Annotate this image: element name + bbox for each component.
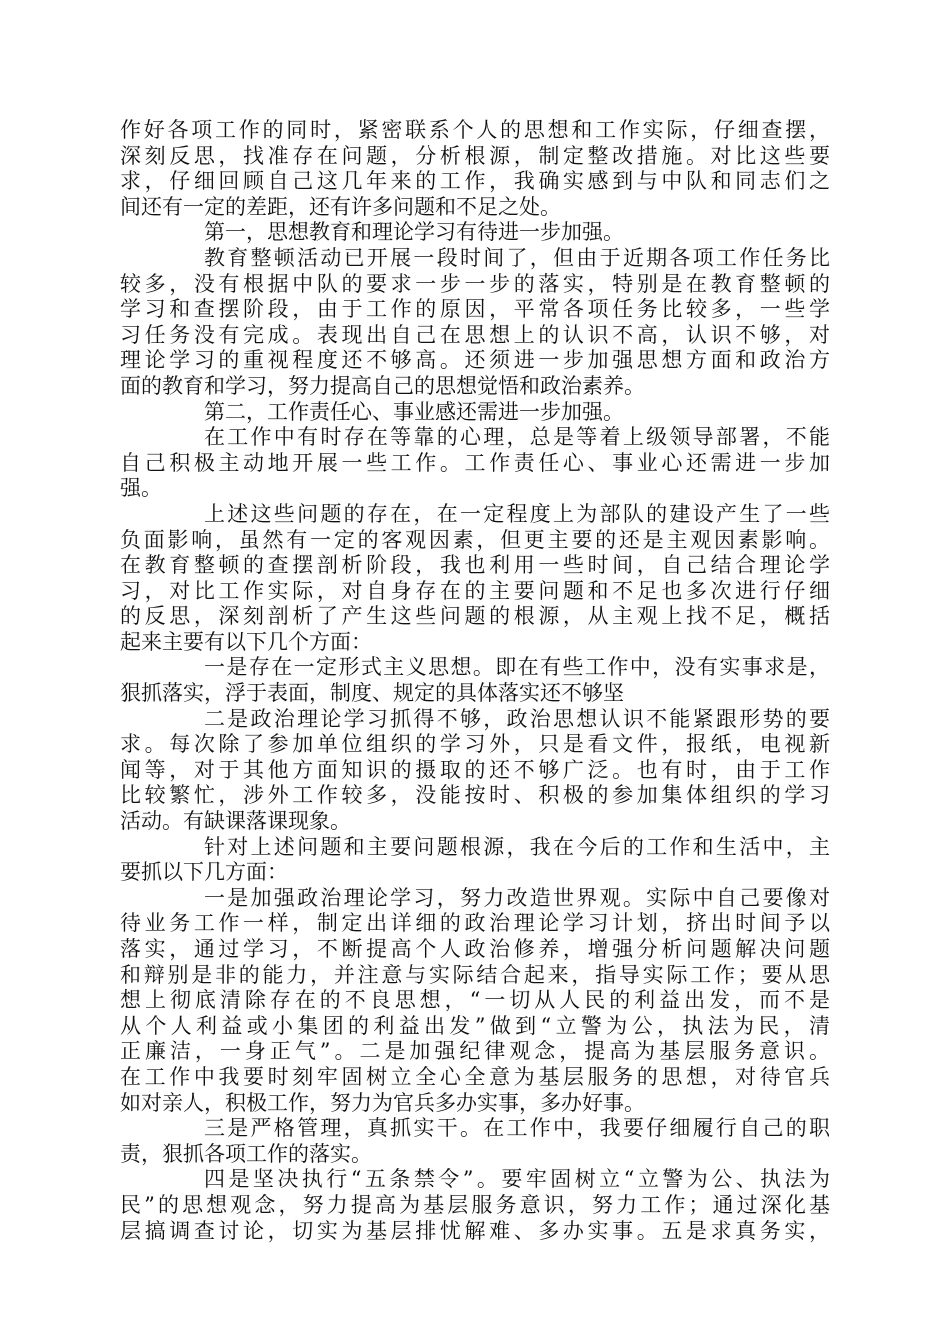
text-line: 习，对比工作实际，对自身存在的主要问题和不足也多次进行仔细 (120, 578, 830, 603)
text-line: 三是严格管理，真抓实干。在工作中，我要仔细履行自己的职 (204, 1116, 830, 1141)
text-line: 在工作中有时存在等靠的心理，总是等着上级领导部署，不能 (204, 425, 830, 450)
text-line: 责，狠抓各项工作的落实。 (120, 1141, 372, 1166)
text-line: 比较繁忙，涉外工作较多，没能按时、积极的参加集体组织的学习 (120, 783, 830, 808)
text-line: 面的教育和学习，努力提高自己的思想觉悟和政治素养。 (120, 373, 645, 398)
text-line: 第一，思想教育和理论学习有待进一步加强。 (204, 220, 624, 245)
text-line: 学习和查摆阶段，由于工作的原因，平常各项任务比较多，一些学 (120, 297, 830, 322)
text-line: 四是坚决执行“五条禁令”。要牢固树立“立警为公、执法为 (204, 1167, 830, 1192)
text-line: 习任务没有完成。表现出自己在思想上的认识不高，认识不够，对 (120, 322, 830, 347)
text-line: 狠抓落实，浮于表面，制度、规定的具体落实还不够坚 (120, 681, 624, 706)
text-line: 第二，工作责任心、事业感还需进一步加强。 (204, 399, 624, 424)
text-line: 在教育整顿的查摆剖析阶段，我也利用一些时间，自己结合理论学 (120, 553, 830, 578)
text-line: 一是存在一定形式主义思想。即在有些工作中，没有实事求是， (204, 655, 830, 680)
text-line: 落实，通过学习，不断提高个人政治修养，增强分析问题解决问题 (120, 937, 830, 961)
text-line: 求。每次除了参加单位组织的学习外，只是看文件，报纸，电视新 (120, 732, 830, 757)
text-line: 起来主要有以下几个方面： (120, 629, 372, 654)
text-line: 较多，没有根据中队的要求一步一步的落实，特别是在教育整顿的 (120, 271, 830, 296)
text-line: 待业务工作一样，制定出详细的政治理论学习计划，挤出时间予以 (120, 911, 830, 936)
text-line: 正廉洁，一身正气”。二是加强纪律观念，提高为基层服务意识。 (120, 1039, 830, 1064)
text-line: 一是加强政治理论学习，努力改造世界观。实际中自己要像对 (204, 885, 830, 910)
text-line: 教育整顿活动已开展一段时间了，但由于近期各项工作任务比 (204, 245, 830, 270)
text-line: 如对亲人，积极工作，努力为官兵多办实事，多办好事。 (120, 1090, 645, 1115)
text-line: 强。 (120, 476, 162, 501)
text-line: 负面影响，虽然有一定的客观因素，但更主要的还是主观因素影响。 (120, 527, 830, 552)
text-line: 和辩别是非的能力，并注意与实际结合起来，指导实际工作；要从思 (120, 962, 830, 987)
text-line: 要抓以下几方面： (120, 860, 288, 885)
text-line: 民”的思想观念，努力提高为基层服务意识，努力工作；通过深化基 (120, 1192, 830, 1217)
text-line: 针对上述问题和主要问题根源，我在今后的工作和生活中，主 (204, 834, 830, 859)
text-line: 闻等，对于其他方面知识的摄取的还不够广泛。也有时，由于工作 (120, 757, 830, 782)
text-line: 的反思，深刻剖析了产生这些问题的根源，从主观上找不足，概括 (120, 604, 830, 629)
text-line: 二是政治理论学习抓得不够，政治思想认识不能紧跟形势的要 (204, 706, 830, 731)
text-line: 间还有一定的差距，还有许多问题和不足之处。 (120, 194, 561, 219)
text-line: 活动。有缺课落课现象。 (120, 809, 351, 834)
text-line: 自己积极主动地开展一些工作。工作责任心、事业心还需进一步加 (120, 450, 830, 475)
text-line: 求，仔细回顾自己这几年来的工作，我确实感到与中队和同志们之 (120, 169, 830, 194)
text-line: 上述这些问题的存在，在一定程度上为部队的建设产生了一些 (204, 501, 830, 526)
text-line: 作好各项工作的同时，紧密联系个人的思想和工作实际，仔细查摆， (120, 118, 830, 142)
text-line: 理论学习的重视程度还不够高。还须进一步加强思想方面和政治方 (120, 348, 830, 373)
text-line: 深刻反思，找准存在问题，分析根源，制定整改措施。对比这些要 (120, 143, 830, 168)
text-line: 在工作中我要时刻牢固树立全心全意为基层服务的思想，对待官兵 (120, 1064, 830, 1089)
text-line: 层搞调查讨论，切实为基层排忧解难、多办实事。五是求真务实， (120, 1218, 830, 1243)
text-line: 想上彻底清除存在的不良思想，“一切从人民的利益出发，而不是 (120, 988, 830, 1013)
text-line: 从个人利益或小集团的利益出发”做到“立警为公，执法为民，清 (120, 1013, 830, 1038)
document-body-text (120, 118, 830, 1244)
